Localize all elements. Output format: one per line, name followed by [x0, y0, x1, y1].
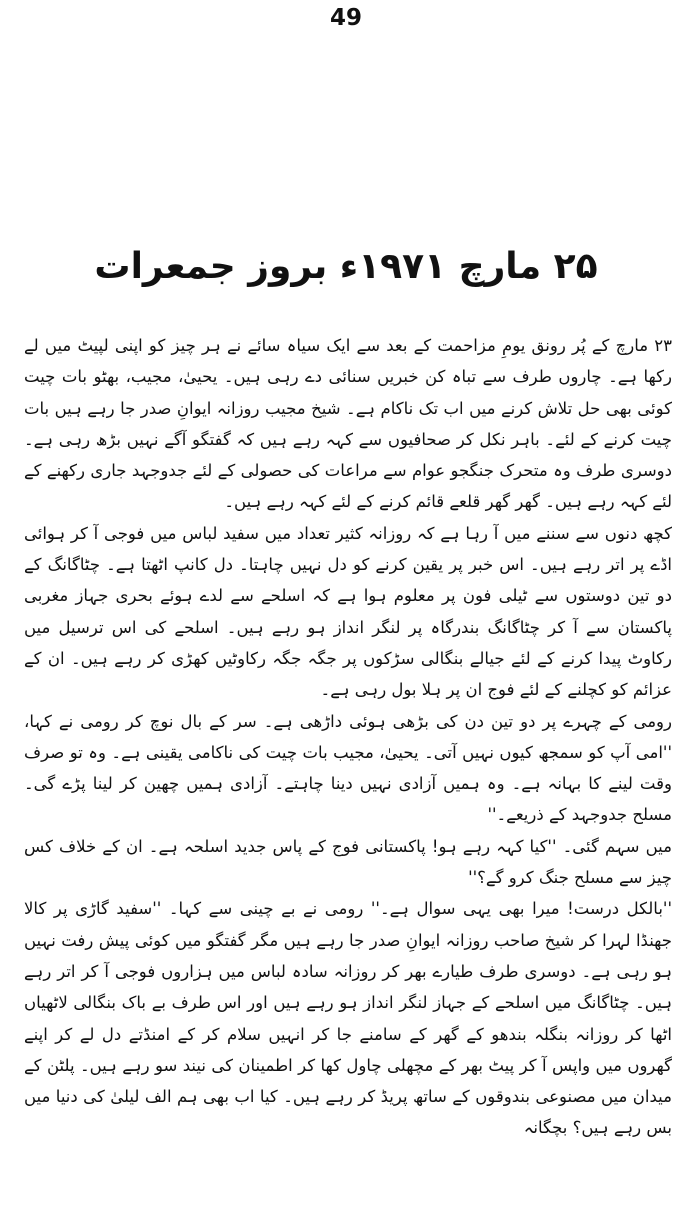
paragraph: کچھ دنوں سے سننے میں آ رہا ہے کہ روزانہ کثیر تعداد میں سفید لباس میں فوجی آ کر ہوائی اڈے پر اتر رہے ہیں۔ اس خبر پر یقین کرنے کو دل نہیں چاہتا۔ دل کانپ اٹھتا ہے۔ چٹاگانگ کے دو تین دوستوں سے ٹیلی فون پر معلوم ہوا ہے کہ اسلحے سے لدے ہوئے بحری جہاز مغربی پاکستان سے آ کر چٹاگانگ بندرگاہ پر لنگر انداز ہو رہے ہیں۔ اسلحے کی اس ترسیل میں رکاوٹ پیدا کرنے کے لئے جیالے بنگالی سڑکوں پر جگہ جگہ رکاوٹیں کھڑی کر رہے ہیں۔ ان کے عزائم کو کچلنے کے لئے فوج ان پر ہلا بول رہی ہے۔	[24, 523, 672, 700]
paragraph: رومی کے چہرے پر دو تین دن کی بڑھی ہوئی داڑھی ہے۔ سر کے بال نوچ کر رومی نے کہا، ''امی آپ کو سمجھ کیوں نہیں آتی۔ یحییٰ، مجیب بات چیت کی ناکامی یقینی ہے۔ وہ تو صرف وقت لینے کا بہانہ ہے۔ وہ ہمیں آزادی نہیں دینا چاہتے۔ آزادی ہمیں چھین کر لینا پڑے گی۔ مسلح جدوجہد کے ذریعے۔''	[24, 711, 672, 825]
page-number: 49	[329, 5, 362, 31]
paragraph: میں سہم گئی۔ ''کیا کہہ رہے ہو! پاکستانی فوج کے پاس جدید اسلحہ ہے۔ ان کے خلاف کس چیز سے مسلح جنگ کرو گے؟''	[24, 836, 672, 888]
paragraph: ''بالکل درست! میرا بھی یہی سوال ہے۔'' رومی نے بے چینی سے کہا۔ ''سفید گاڑی پر کالا جھنڈا لہرا کر شیخ صاحب روزانہ ایوانِ صدر جا رہے ہیں مگر گفتگو میں کوئی پیش رفت نہیں ہو رہی ہے۔ دوسری طرف طیارے بھر کر روزانہ سادہ لباس میں ہزاروں فوجی آ کر اتر رہے ہیں۔ چٹاگانگ میں اسلحے کے جہاز لنگر انداز ہو رہے ہیں اور اس طرف بے باک بنگالی لاٹھیاں اٹھا کر روزانہ بنگلہ بندھو کے گھر کے سامنے جا کر انہیں سلام کر کے امنڈتے دل لے کر اپنے گھروں میں واپس آ کر پیٹ بھر کے مچھلی چاول کھا کر اطمینان کی نیند سو رہے ہیں۔ پلٹن کے میدان میں مصنوعی بندوقوں کے ساتھ پریڈ کر رہے ہیں۔ کیا اب بھی ہم الف لیلیٰ کی دنیا میں بس رہے ہیں؟ بچگانہ	[24, 899, 672, 1138]
body-text	[24, 330, 672, 1144]
paragraph: ۲۳ مارچ کے پُر رونق یومِ مزاحمت کے بعد سے ایک سیاہ سائے نے ہر چیز کو اپنی لپیٹ میں لے رکھا ہے۔ چاروں طرف سے تباہ کن خبریں سنائی دے رہی ہیں۔ یحییٰ، مجیب، بھٹو بات چیت کوئی بھی حل تلاش کرنے میں اب تک ناکام ہے۔ شیخ مجیب روزانہ ایوانِ صدر جا رہے ہیں بات چیت کرنے کے لئے۔ باہر نکل کر صحافیوں سے کہہ رہے ہیں کہ گفتگو آگے نہیں بڑھ رہی ہے۔ دوسری طرف وہ متحرک جنگجو عوام سے مراعات کی حصولی کے لئے جدوجہد جاری رکھنے کے لئے کہہ رہے ہیں۔ گھر گھر قلعے قائم کرنے کے لئے کہہ رہے ہیں۔	[24, 336, 672, 512]
chapter-title: ۲۵ مارچ ۱۹۷۱ء بروز جمعرات	[94, 246, 598, 287]
